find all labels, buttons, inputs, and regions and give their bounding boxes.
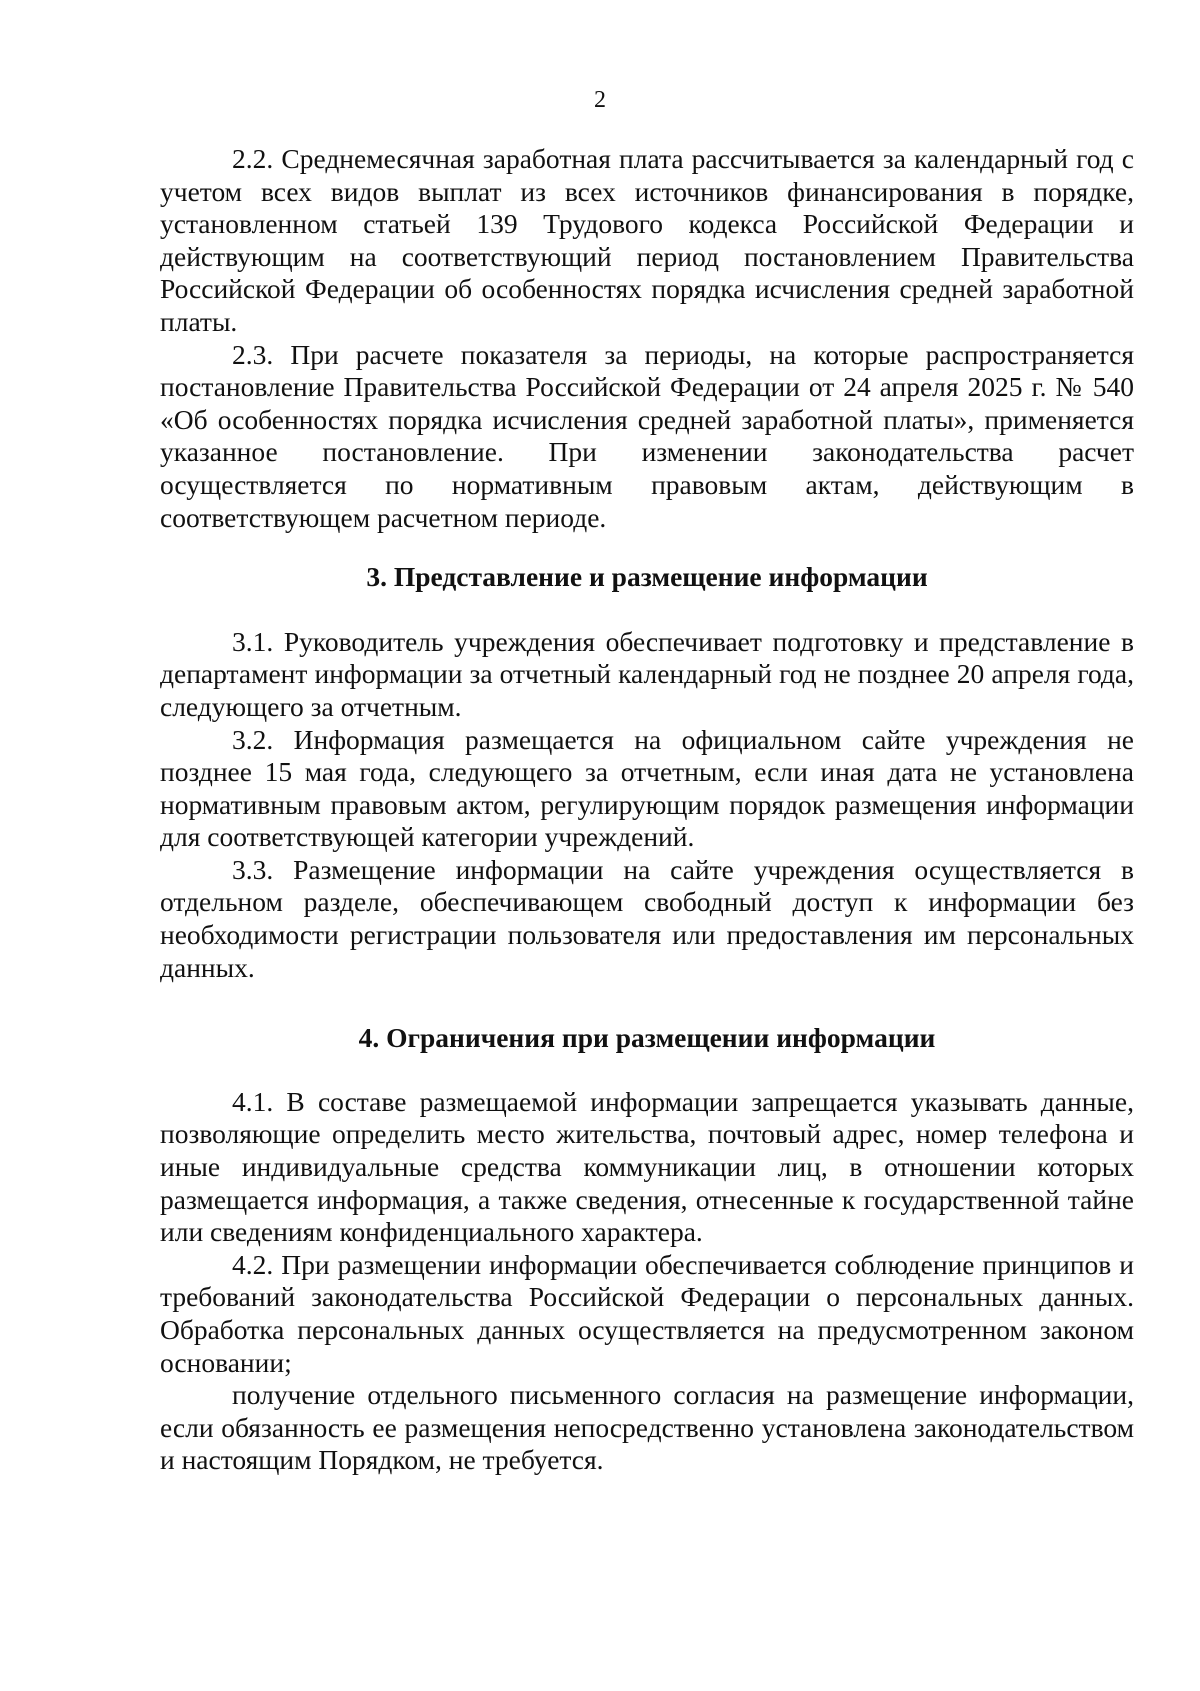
paragraph-4-1: 4.1. В составе размещаемой информации запрещается указывать данные, позволяющие определить место жительства, почтовый адрес, номер телефона и иные индивидуальные средства коммуникации лиц, в отношении которых размещается информация, а также сведения, отнесенные к государственной тайне или сведениям конфиденциального характера. [160,1085,1134,1248]
paragraph-2-2: 2.2. Среднемесячная заработная плата рассчитывается за календарный год с учетом всех видов выплат из всех источников финансирования в порядке, установленном статьей 139 Трудового кодекса Российской Федерации и действующим на соответствующий период постановлением Правительства Российской Федерации об особенностях порядка исчисления средней заработной платы. [160,143,1134,337]
page-number: 2 [594,87,606,113]
paragraph-4-2-continuation: получение отдельного письменного согласия на размещение информации, если обязанность ее размещения непосредственно установлена законодательством и настоящим Порядком, не требуется. [160,1379,1134,1476]
paragraph-2-3: 2.3. При расчете показателя за периоды, на которые распространяется постановление Правительства Российской Федерации от 24 апреля 2025 г. № 540 «Об особенностях порядка исчисления средней заработной платы», применяется указанное постановление. При изменении законодательства расчет осуществляется по нормативным правовым актам, действующим в соответствующем расчетном периоде. [160,338,1134,533]
paragraph-4-2: 4.2. При размещении информации обеспечивается соблюдение принципов и требований законодательства Российской Федерации о персональных данных. Обработка персональных данных осуществляется на предусмотренном законом основании; [160,1248,1134,1378]
document-body [160,143,1134,1477]
section-4-heading: 4. Ограничения при размещении информации [358,1022,936,1054]
paragraph-3-1: 3.1. Руководитель учреждения обеспечивает подготовку и представление в департамент информации за отчетный календарный год не позднее 20 апреля года, следующего за отчетным. [160,625,1134,722]
section-3-heading: 3. Представление и размещение информации [366,561,928,593]
paragraph-3-2: 3.2. Информация размещается на официальном сайте учреждения не позднее 15 мая года, следующего за отчетным, если иная дата не установлена нормативным правовым актом, регулирующим порядок размещения информации для соответствующей категории учреждений. [160,723,1134,853]
paragraph-3-3: 3.3. Размещение информации на сайте учреждения осуществляется в отдельном разделе, обеспечивающем свободный доступ к информации без необходимости регистрации пользователя или предоставления им персональных данных. [160,853,1134,983]
